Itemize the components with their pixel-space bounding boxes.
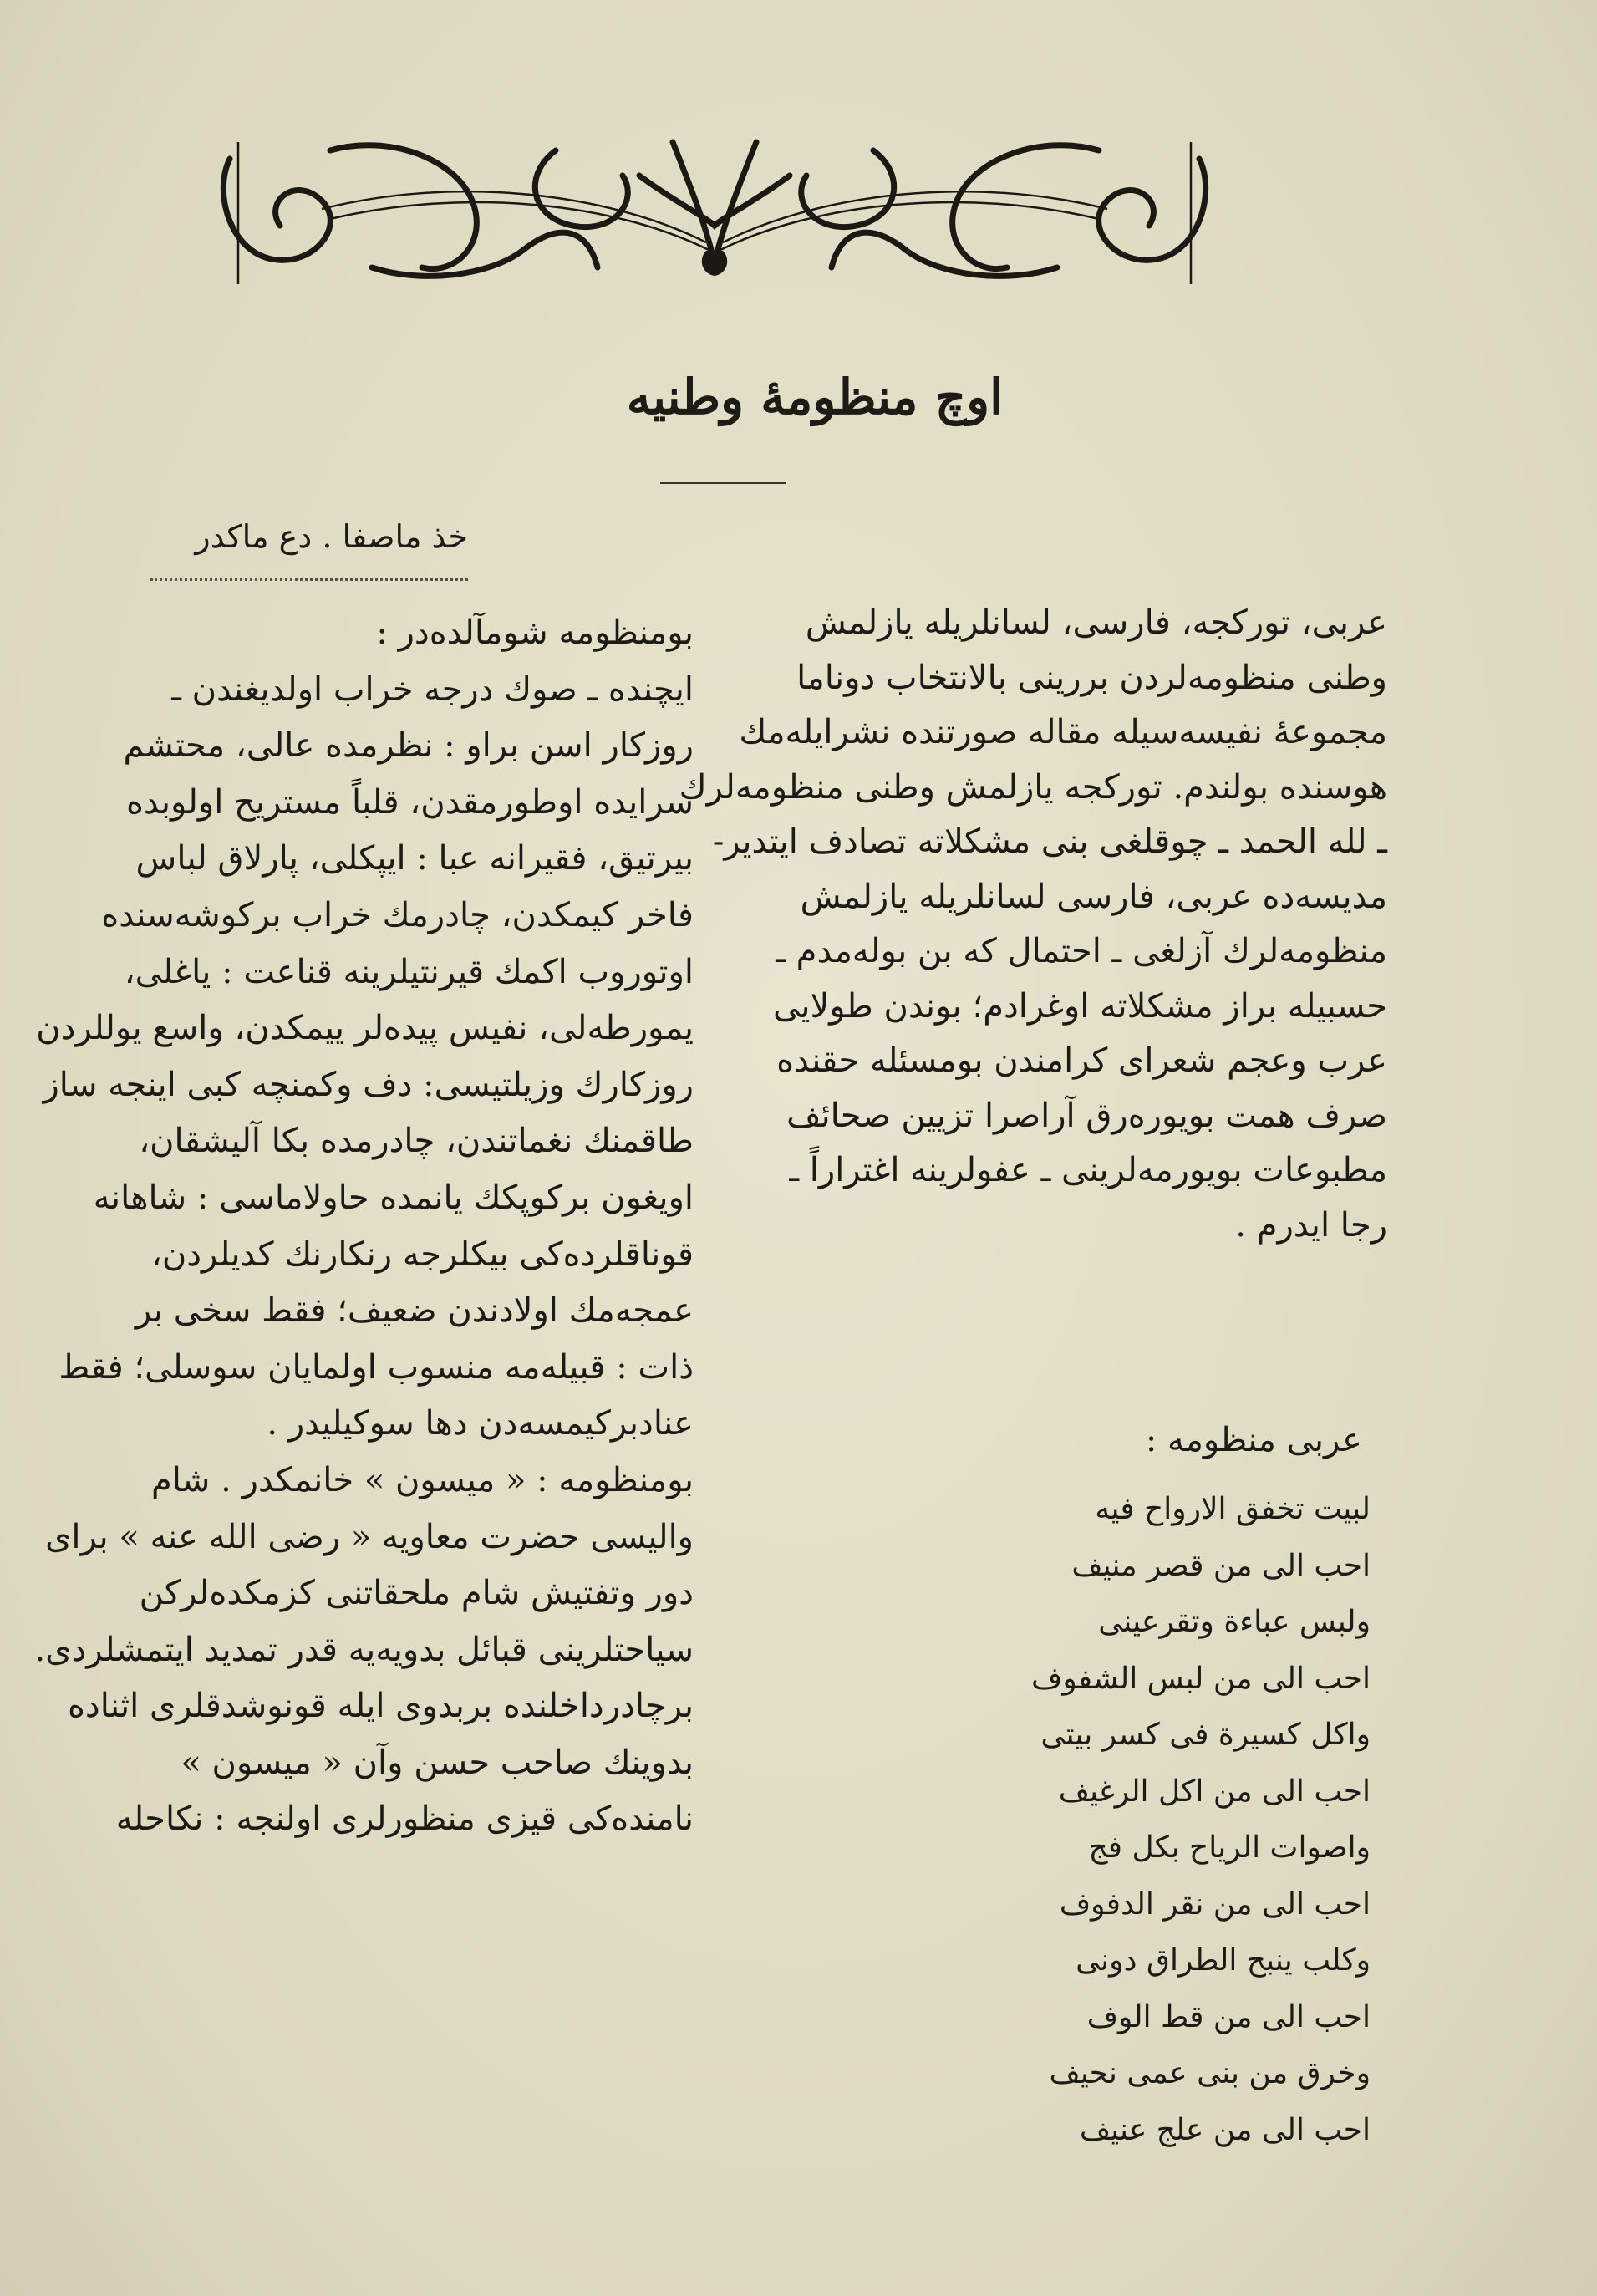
poem-line: احب الی من قصر منیف	[1071, 1548, 1371, 1583]
text-line: عمجه‌مك اولادندن ضعیف؛ فقط سخی بر	[135, 1291, 694, 1331]
text-line: فاخر کیمکدن، چادرمك خراب برکوشه‌سنده	[101, 895, 694, 934]
text-line: حسبیله براز مشکلاته اوغرادم؛ بوندن طولایی	[773, 986, 1387, 1026]
text-line: دور وتفتیش شام ملحقاتنی کزمکده‌لرکن	[139, 1574, 694, 1613]
text-line: بومنظومه شومآلده‌در :	[376, 613, 694, 652]
text-line: هوسنده بولندم. تورکجه یازلمش وطنی منظومه‌لرك	[679, 767, 1387, 807]
poem-line: لبیت تخفق الارواح فیه	[1095, 1492, 1371, 1526]
poem-line: احب الی من قط الوف	[1086, 1999, 1371, 2034]
text-line: مطبوعات بویورمه‌لرینی ـ عفولرینه اغتراراً ـ	[789, 1151, 1387, 1189]
text-line: عنادبرکیمسه‌دن دها سوکیلیدر .	[267, 1404, 694, 1443]
text-line: منظومه‌لرك آزلغی ـ احتمال که بن بوله‌مدم ـ	[776, 932, 1387, 970]
text-line: ذات : قبیله‌مه منسوب اولمایان سوسلی؛ فقط	[58, 1347, 694, 1387]
text-line: طاقمنك نغماتندن، چادرمده بکا آلیشقان،	[139, 1122, 694, 1161]
text-line: قوناقلرده‌کی بیکلرجه رنکارنك کدیلردن،	[150, 1235, 694, 1274]
text-line: والیسی حضرت معاویه « رضی الله عنه » برای	[45, 1517, 694, 1556]
poem-line: وکلب ینبح الطراق دونی	[1076, 1943, 1371, 1978]
ornamental-header-icon	[205, 125, 1224, 293]
poem-heading: عربی منظومه :	[1145, 1421, 1362, 1459]
text-line: اوتوروب اکمك قیرنتیلرینه قناعت : یاغلی،	[124, 952, 694, 991]
text-line: بدوینك صاحب حسن وآن « میسون »	[181, 1743, 694, 1782]
text-line: نامنده‌کی قیزی منظورلری اولنجه : نکاحله	[115, 1800, 694, 1839]
left-column-translation	[34, 605, 694, 1848]
right-column-intro	[679, 596, 1387, 1253]
poem-line: واصوات الریاح بکل فج	[1088, 1830, 1371, 1865]
poem-line: احب الی من نقر الدفوف	[1059, 1886, 1371, 1922]
poem-line: واکل کسیرة فی کسر بیتی	[1040, 1718, 1371, 1752]
text-line: بومنظومه : « میسون » خانمکدر . شام	[150, 1460, 694, 1499]
page-title: اوچ منظومهٔ وطنیه	[626, 369, 1004, 425]
poem-line: ولبس عباءة وتقرعینی	[1098, 1605, 1371, 1639]
text-line: روزکار اسن براو : نظرمده عالی، محتشم	[123, 726, 694, 766]
poem-line: احب الی من لبس الشفوف	[1031, 1661, 1371, 1696]
text-line: سیاحتلرینی قبائل بدویه‌یه قدر تمدید ایتمشلردی.	[34, 1630, 694, 1669]
text-line: بیرتیق، فقیرانه عبا : ایپکلی، پارلاق لباس	[135, 839, 694, 878]
title-divider	[660, 482, 786, 484]
text-line: مدیسه‌ده عربی، فارسی لسانلریله یازلمش	[800, 877, 1387, 916]
text-line: اویغون برکوپکك یانمده حاولاماسی : شاهانه	[93, 1178, 694, 1217]
text-line: وطنی منظومه‌لردن بررینی بالانتخاب دوناما	[796, 658, 1387, 697]
poem-line: وخرق من بنی عمی نحیف	[1049, 2056, 1371, 2090]
arabic-poem	[936, 1481, 1371, 2158]
poem-line: احب الی من اکل الرغیف	[1058, 1774, 1371, 1809]
text-line: عرب وعجم شعرای کرامندن بومسئله حقنده	[776, 1041, 1387, 1080]
text-line: سرایده اوطورمقدن، قلباً مستریح اولوبده	[125, 782, 694, 822]
text-line: ـ لله الحمد ـ چوقلغی بنی مشکلاته تصادف ایتدیر-	[712, 822, 1387, 861]
text-line: یمورطه‌لی، نفیس پیده‌لر ییمکدن، واسع یوللردن	[36, 1009, 694, 1048]
text-line: برچادرداخلنده بربدوی ایله قونوشدقلری اثناده	[67, 1687, 694, 1726]
epigraph-underline	[150, 573, 468, 581]
text-line: روزکارك وزیلتیسی: دف وکمنچه کبی اینجه ساز	[43, 1065, 694, 1104]
text-line: مجموعهٔ نفیسه‌سیله مقاله صورتنده نشرایله‌مك	[739, 713, 1387, 751]
text-line: صرف همت بویوره‌رق آراصرا تزیین صحائف	[786, 1096, 1387, 1135]
text-line: رجا ایدرم .	[1235, 1205, 1387, 1245]
poem-line: احب الی من علج عنیف	[1079, 2112, 1371, 2147]
epigraph: خذ ماصفا . دع ماکدر	[195, 518, 468, 555]
text-line: ایچنده ـ صوك درجه خراب اولدیغندن ـ	[171, 669, 694, 709]
text-line: عربی، تورکجه، فارسی، لسانلریله یازلمش	[805, 603, 1387, 642]
